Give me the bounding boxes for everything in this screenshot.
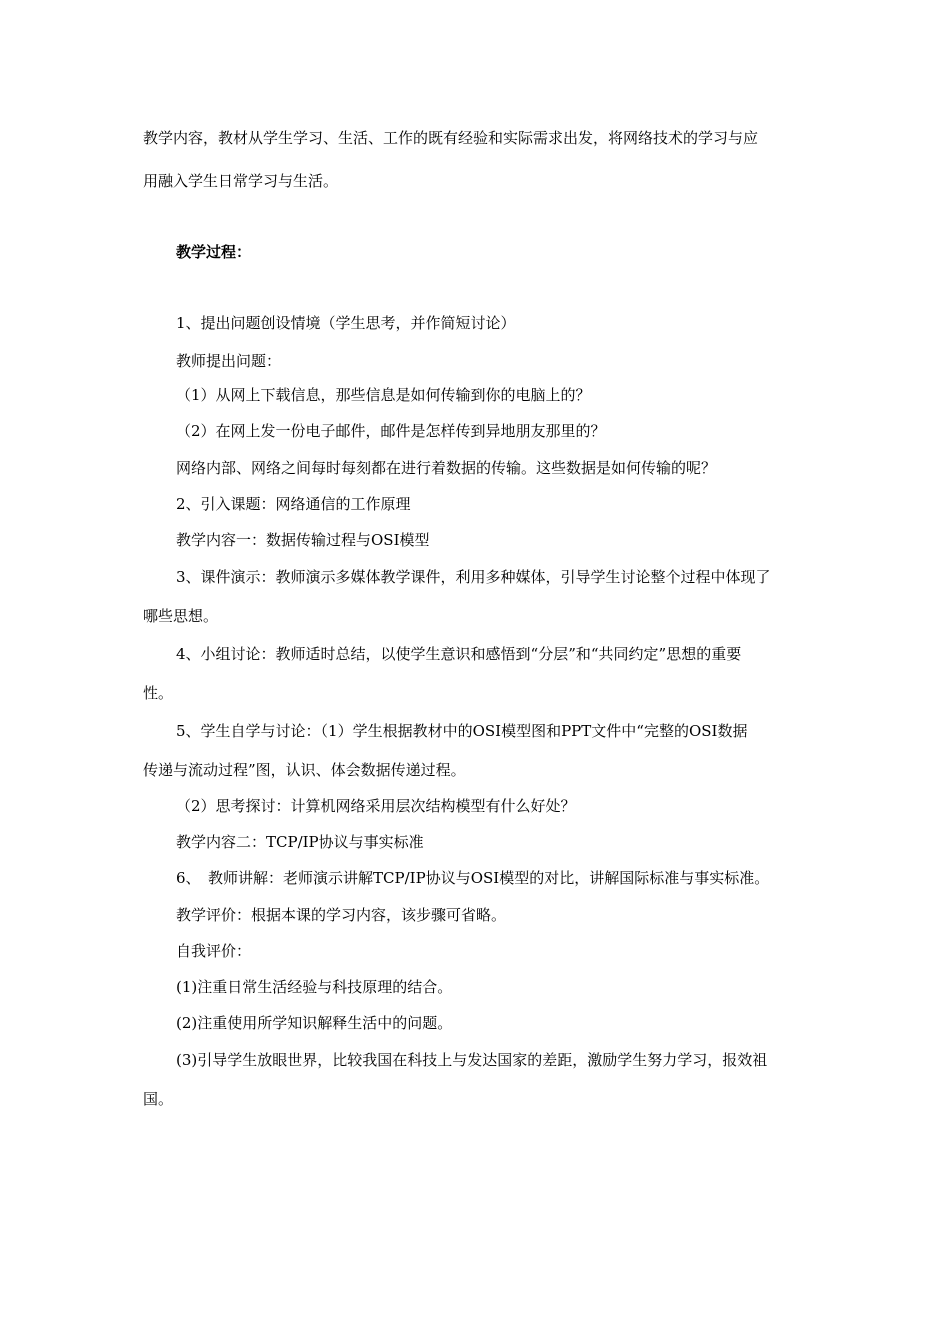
content-one-heading: 教学内容一：数据传输过程与OSI模型 xyxy=(176,531,430,549)
network-transmission-text: 网络内部、网络之间每时每刻都在进行着数据的传输。这些数据是如何传输的呢？ xyxy=(176,459,717,477)
step-5-think-question: （2）思考探讨：计算机网络采用层次结构模型有什么好处？ xyxy=(176,797,576,815)
question-2: （2）在网上发一份电子邮件，邮件是怎样传到异地朋友那里的？ xyxy=(176,422,606,440)
question-1: （1）从网上下载信息，那些信息是如何传输到你的电脑上的？ xyxy=(176,386,591,404)
teaching-evaluation-text: 教学评价：根据本课的学习内容，该步骤可省略。 xyxy=(176,906,507,924)
step-3-line-2: 哪些思想。 xyxy=(143,607,219,625)
intro-text-line-1: 教学内容，教材从学生学习、生活、工作的既有经验和实际需求出发，将网络技术的学习与应 xyxy=(143,129,759,147)
step-2-heading: 2、引入课题：网络通信的工作原理 xyxy=(176,495,411,513)
step-3-line-1: 3、课件演示：教师演示多媒体教学课件，利用多种媒体，引导学生讨论整个过程中体现了 xyxy=(176,568,771,586)
step-5-line-1: 5、学生自学与讨论：（1）学生根据教材中的OSI模型图和PPT文件中“完整的OSI数据 xyxy=(176,722,748,740)
step-6-text: 6、 教师讲解：老师演示讲解TCP/IP协议与OSI模型的对比，讲解国际标准与事实标准。 xyxy=(176,869,770,887)
self-evaluation-item-3-line-1: (3)引导学生放眼世界，比较我国在科技上与发达国家的差距，激励学生努力学习，报效祖 xyxy=(176,1051,768,1069)
content-two-heading: 教学内容二：TCP/IP协议与事实标准 xyxy=(176,833,424,851)
section-heading-teaching-process: 教学过程： xyxy=(176,243,252,261)
teacher-questions-label: 教师提出问题： xyxy=(176,352,282,370)
step-4-line-1: 4、小组讨论：教师适时总结，以使学生意识和感悟到“分层”和“共同约定”思想的重要 xyxy=(176,645,742,663)
self-evaluation-item-1: (1)注重日常生活经验与科技原理的结合。 xyxy=(176,978,453,996)
step-4-line-2: 性。 xyxy=(143,684,174,702)
step-1-heading: 1、提出问题创设情境（学生思考，并作简短讨论） xyxy=(176,314,516,332)
self-evaluation-item-3-line-2: 国。 xyxy=(143,1090,174,1108)
step-5-line-2: 传递与流动过程”图，认识、体会数据传递过程。 xyxy=(143,761,466,779)
intro-text-line-2: 用融入学生日常学习与生活。 xyxy=(143,172,339,190)
self-evaluation-label: 自我评价： xyxy=(176,942,252,960)
self-evaluation-item-2: (2)注重使用所学知识解释生活中的问题。 xyxy=(176,1014,453,1032)
